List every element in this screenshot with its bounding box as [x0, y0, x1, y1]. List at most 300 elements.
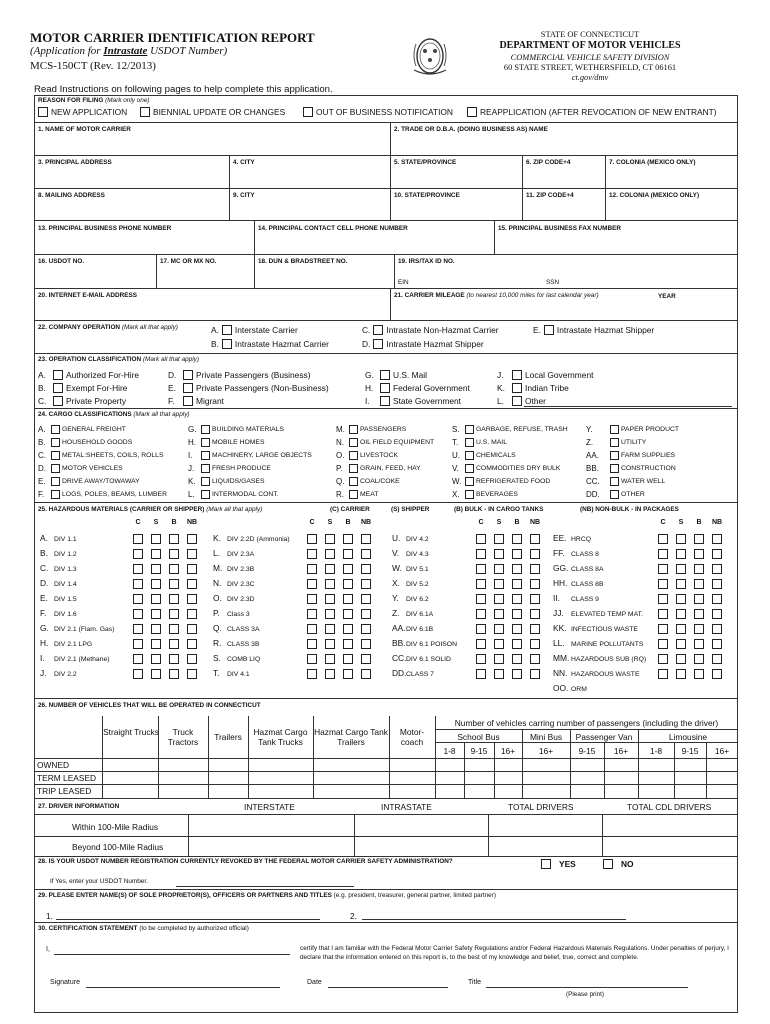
item-letter: J. — [188, 464, 195, 473]
hazmat-checkbox[interactable] — [133, 654, 143, 664]
hazmat-checkbox[interactable] — [530, 609, 540, 619]
cargo-item[interactable] — [336, 477, 400, 486]
reason-biennial-update[interactable]: BIENNIAL UPDATE OR CHANGES — [140, 107, 285, 117]
hazmat-col-header: B — [171, 519, 177, 526]
field-carrier-name[interactable]: 1. NAME OF MOTOR CARRIER — [38, 126, 131, 133]
hazmat-checkbox[interactable] — [476, 579, 486, 589]
cargo-item[interactable] — [38, 438, 132, 447]
hazmat-checkbox[interactable] — [494, 594, 504, 604]
hazmat-checkbox[interactable] — [694, 594, 704, 604]
hazmat-checkbox[interactable] — [187, 609, 197, 619]
checkbox[interactable] — [380, 383, 390, 393]
hazmat-checkbox[interactable] — [343, 564, 353, 574]
hazmat-checkbox[interactable] — [187, 549, 197, 559]
hazmat-checkbox[interactable] — [361, 624, 371, 634]
hazmat-checkbox[interactable] — [151, 624, 161, 634]
hazmat-checkbox[interactable] — [712, 549, 722, 559]
field-dun-bradstreet[interactable]: 18. DUN & BRADSTREET NO. — [258, 258, 348, 265]
hazmat-checkbox[interactable] — [307, 534, 317, 544]
hazmat-checkbox[interactable] — [133, 609, 143, 619]
hazmat-checkbox[interactable] — [658, 669, 668, 679]
hazmat-checkbox[interactable] — [151, 639, 161, 649]
hazmat-checkbox[interactable] — [712, 654, 722, 664]
checkbox[interactable] — [465, 451, 474, 460]
cargo-item[interactable] — [586, 490, 645, 499]
hazmat-checkbox[interactable] — [512, 624, 522, 634]
hazmat-item-label — [392, 668, 434, 678]
hazmat-checkbox[interactable] — [476, 639, 486, 649]
hazmat-checkbox[interactable] — [712, 594, 722, 604]
checkbox[interactable] — [183, 370, 193, 380]
cargo-item[interactable] — [586, 464, 676, 473]
hazmat-checkbox[interactable] — [476, 534, 486, 544]
checkbox[interactable] — [201, 477, 210, 486]
field-usdot-no[interactable]: 16. USDOT NO. — [38, 258, 85, 265]
hazmat-checkbox[interactable] — [676, 534, 686, 544]
hazmat-checkbox[interactable] — [361, 654, 371, 664]
company-op-e[interactable]: E. Intrastate Hazmat Shipper — [533, 325, 655, 335]
checkbox[interactable] — [51, 490, 60, 499]
hazmat-checkbox[interactable] — [169, 669, 179, 679]
signature-line[interactable] — [86, 987, 280, 988]
hazmat-checkbox[interactable] — [151, 549, 161, 559]
checkbox[interactable] — [610, 438, 619, 447]
hazmat-checkbox[interactable] — [694, 654, 704, 664]
hazmat-checkbox[interactable] — [494, 549, 504, 559]
op-class-item[interactable] — [168, 370, 311, 380]
hazmat-checkbox[interactable] — [151, 669, 161, 679]
hazmat-checkbox[interactable] — [343, 609, 353, 619]
hazmat-checkbox[interactable] — [343, 639, 353, 649]
cargo-item[interactable] — [336, 490, 378, 499]
hazmat-checkbox[interactable] — [361, 669, 371, 679]
cargo-item[interactable] — [452, 477, 550, 486]
hazmat-checkbox[interactable] — [325, 624, 335, 634]
checkbox[interactable] — [303, 107, 313, 117]
cargo-item[interactable] — [38, 477, 140, 486]
hazmat-checkbox[interactable] — [512, 579, 522, 589]
hazmat-checkbox[interactable] — [187, 579, 197, 589]
checkbox[interactable] — [512, 370, 522, 380]
hazmat-checkbox[interactable] — [343, 594, 353, 604]
checkbox[interactable] — [183, 396, 193, 406]
op-class-item[interactable] — [365, 370, 427, 380]
hazmat-checkbox[interactable] — [476, 624, 486, 634]
hazmat-checkbox[interactable] — [694, 669, 704, 679]
q28-yes[interactable]: YES — [541, 859, 576, 869]
hazmat-checkbox[interactable] — [187, 594, 197, 604]
hazmat-checkbox[interactable] — [307, 564, 317, 574]
hazmat-checkbox[interactable] — [133, 534, 143, 544]
op-class-item[interactable] — [365, 396, 461, 406]
checkbox[interactable] — [373, 325, 383, 335]
checkbox[interactable] — [465, 477, 474, 486]
hazmat-checkbox[interactable] — [476, 669, 486, 679]
hazmat-checkbox[interactable] — [694, 564, 704, 574]
hazmat-checkbox[interactable] — [169, 534, 179, 544]
company-op-c[interactable]: C. Intrastate Non-Hazmat Carrier — [362, 325, 499, 335]
cargo-item[interactable] — [336, 464, 421, 473]
checkbox[interactable] — [53, 383, 63, 393]
checkbox[interactable] — [541, 859, 551, 869]
checkbox[interactable] — [349, 464, 358, 473]
hazmat-checkbox[interactable] — [530, 534, 540, 544]
cargo-item[interactable] — [38, 490, 167, 499]
cargo-item[interactable] — [38, 464, 123, 473]
op-class-item[interactable] — [497, 396, 546, 406]
checkbox[interactable] — [51, 477, 60, 486]
hazmat-checkbox[interactable] — [712, 534, 722, 544]
title-line[interactable] — [486, 987, 688, 988]
hazmat-checkbox[interactable] — [151, 579, 161, 589]
officer-1-line[interactable] — [56, 919, 320, 920]
op-class-item[interactable] — [38, 370, 139, 380]
website-link[interactable]: ct.gov/dmv — [571, 73, 609, 82]
field-cell-phone[interactable]: 14. PRINCIPAL CONTACT CELL PHONE NUMBER — [258, 225, 408, 232]
field-mailing-zip[interactable]: 11. ZIP CODE+4 — [526, 192, 574, 199]
hazmat-checkbox[interactable] — [169, 594, 179, 604]
checkbox[interactable] — [51, 425, 60, 434]
cargo-item[interactable] — [586, 425, 679, 434]
hazmat-checkbox[interactable] — [676, 564, 686, 574]
checkbox[interactable] — [349, 425, 358, 434]
hazmat-checkbox[interactable] — [307, 609, 317, 619]
hazmat-checkbox[interactable] — [512, 594, 522, 604]
hazmat-checkbox[interactable] — [325, 654, 335, 664]
checkbox[interactable] — [222, 325, 232, 335]
hazmat-checkbox[interactable] — [712, 564, 722, 574]
hazmat-checkbox[interactable] — [530, 549, 540, 559]
cargo-item[interactable] — [336, 438, 434, 447]
hazmat-checkbox[interactable] — [658, 639, 668, 649]
cargo-item[interactable] — [38, 425, 126, 434]
hazmat-checkbox[interactable] — [307, 669, 317, 679]
hazmat-checkbox[interactable] — [151, 609, 161, 619]
hazmat-checkbox[interactable] — [530, 669, 540, 679]
hazmat-checkbox[interactable] — [530, 579, 540, 589]
hazmat-checkbox[interactable] — [476, 594, 486, 604]
field-dba-name[interactable]: 2. TRADE OR D.B.A. (DOING BUSINESS AS) NAME — [394, 126, 548, 133]
hazmat-checkbox[interactable] — [169, 639, 179, 649]
hazmat-checkbox[interactable] — [530, 624, 540, 634]
checkbox[interactable] — [222, 339, 232, 349]
hazmat-checkbox[interactable] — [133, 639, 143, 649]
hazmat-checkbox[interactable] — [694, 609, 704, 619]
checkbox[interactable] — [465, 490, 474, 499]
hazmat-checkbox[interactable] — [676, 639, 686, 649]
hazmat-checkbox[interactable] — [151, 564, 161, 574]
hazmat-checkbox[interactable] — [530, 594, 540, 604]
hazmat-checkbox[interactable] — [187, 669, 197, 679]
hazmat-checkbox[interactable] — [361, 549, 371, 559]
hazmat-checkbox[interactable] — [512, 564, 522, 574]
hazmat-checkbox[interactable] — [494, 579, 504, 589]
cargo-item[interactable] — [188, 451, 312, 460]
hazmat-checkbox[interactable] — [343, 534, 353, 544]
hazmat-checkbox[interactable] — [694, 624, 704, 634]
field-business-phone[interactable]: 13. PRINCIPAL BUSINESS PHONE NUMBER — [38, 225, 172, 232]
hazmat-checkbox[interactable] — [325, 669, 335, 679]
hazmat-checkbox[interactable] — [712, 669, 722, 679]
hazmat-checkbox[interactable] — [361, 534, 371, 544]
op-class-item[interactable] — [168, 396, 224, 406]
field-colonia[interactable]: 7. COLONIA (MEXICO ONLY) — [609, 159, 696, 166]
checkbox[interactable] — [201, 438, 210, 447]
hazmat-checkbox[interactable] — [676, 624, 686, 634]
hazmat-checkbox[interactable] — [343, 579, 353, 589]
hazmat-checkbox[interactable] — [187, 654, 197, 664]
field-mailing-state[interactable]: 10. STATE/PROVINCE — [394, 192, 460, 199]
checkbox[interactable] — [610, 425, 619, 434]
field-zip[interactable]: 6. ZIP CODE+4 — [526, 159, 571, 166]
hazmat-checkbox[interactable] — [658, 579, 668, 589]
hazmat-checkbox[interactable] — [325, 609, 335, 619]
cargo-item[interactable] — [586, 451, 675, 460]
hazmat-checkbox[interactable] — [694, 579, 704, 589]
hazmat-checkbox[interactable] — [307, 624, 317, 634]
hazmat-checkbox[interactable] — [151, 534, 161, 544]
hazmat-checkbox[interactable] — [325, 594, 335, 604]
hazmat-checkbox[interactable] — [658, 534, 668, 544]
hazmat-checkbox[interactable] — [676, 579, 686, 589]
op-class-item[interactable] — [38, 396, 126, 406]
hazmat-checkbox[interactable] — [658, 564, 668, 574]
hazmat-checkbox[interactable] — [325, 579, 335, 589]
hazmat-checkbox[interactable] — [512, 549, 522, 559]
cargo-item[interactable] — [336, 425, 406, 434]
hazmat-checkbox[interactable] — [361, 639, 371, 649]
hazmat-checkbox[interactable] — [712, 579, 722, 589]
hazmat-checkbox[interactable] — [676, 549, 686, 559]
checkbox[interactable] — [201, 425, 210, 434]
hazmat-checkbox[interactable] — [307, 549, 317, 559]
hazmat-checkbox[interactable] — [307, 594, 317, 604]
item-letter: W. — [392, 563, 402, 573]
hazmat-checkbox[interactable] — [169, 624, 179, 634]
hazmat-checkbox[interactable] — [512, 639, 522, 649]
checkbox[interactable] — [610, 490, 619, 499]
hazmat-checkbox[interactable] — [169, 564, 179, 574]
checkbox[interactable] — [380, 370, 390, 380]
hazmat-checkbox[interactable] — [494, 564, 504, 574]
hazmat-checkbox[interactable] — [151, 654, 161, 664]
hazmat-checkbox[interactable] — [343, 624, 353, 634]
checkbox[interactable] — [201, 490, 210, 499]
checkbox[interactable] — [201, 451, 210, 460]
hazmat-checkbox[interactable] — [169, 579, 179, 589]
hazmat-checkbox[interactable] — [307, 639, 317, 649]
hazmat-checkbox[interactable] — [325, 549, 335, 559]
checkbox[interactable] — [349, 477, 358, 486]
hazmat-checkbox[interactable] — [494, 639, 504, 649]
checkbox[interactable] — [512, 396, 522, 406]
hazmat-checkbox[interactable] — [133, 594, 143, 604]
company-op-b[interactable]: B. Intrastate Hazmat Carrier — [211, 339, 329, 349]
checkbox[interactable] — [603, 859, 613, 869]
field-tax-id[interactable]: 19. IRS/TAX ID NO. — [398, 258, 455, 265]
checkbox[interactable] — [465, 464, 474, 473]
cargo-item[interactable] — [586, 438, 646, 447]
hazmat-checkbox[interactable] — [343, 654, 353, 664]
hazmat-checkbox[interactable] — [476, 654, 486, 664]
cargo-item[interactable] — [38, 451, 163, 460]
hazmat-checkbox[interactable] — [133, 549, 143, 559]
reason-out-of-business[interactable]: OUT OF BUSINESS NOTIFICATION — [303, 107, 453, 117]
cargo-item[interactable] — [452, 464, 560, 473]
cargo-item[interactable] — [188, 477, 265, 486]
certifier-name-line[interactable] — [54, 954, 290, 955]
date-line[interactable] — [328, 987, 448, 988]
field-mailing-colonia[interactable]: 12. COLONIA (MEXICO ONLY) — [609, 192, 700, 199]
field-mileage[interactable]: 21. CARRIER MILEAGE (to nearest 10,000 miles for last calendar year) — [394, 292, 599, 299]
hazmat-checkbox[interactable] — [676, 669, 686, 679]
hazmat-checkbox[interactable] — [530, 639, 540, 649]
cargo-item[interactable] — [188, 438, 265, 447]
checkbox[interactable] — [349, 451, 358, 460]
hazmat-checkbox[interactable] — [676, 594, 686, 604]
hazmat-checkbox[interactable] — [187, 564, 197, 574]
hazmat-checkbox[interactable] — [712, 609, 722, 619]
cargo-item[interactable] — [336, 451, 398, 460]
op-class-item[interactable] — [168, 383, 329, 393]
checkbox[interactable] — [51, 438, 60, 447]
officer-2-line[interactable] — [362, 919, 626, 920]
checkbox[interactable] — [349, 490, 358, 499]
checkbox[interactable] — [51, 451, 60, 460]
hazmat-checkbox[interactable] — [494, 669, 504, 679]
hazmat-checkbox[interactable] — [712, 639, 722, 649]
hazmat-checkbox[interactable] — [512, 534, 522, 544]
hazmat-checkbox[interactable] — [325, 534, 335, 544]
field-fax[interactable]: 15. PRINCIPAL BUSINESS FAX NUMBER — [498, 225, 621, 232]
hazmat-checkbox[interactable] — [169, 609, 179, 619]
hazmat-checkbox[interactable] — [512, 669, 522, 679]
reason-new-application[interactable]: NEW APPLICATION — [38, 107, 127, 117]
company-op-a[interactable]: A. Interstate Carrier — [211, 325, 298, 335]
cargo-item[interactable] — [452, 438, 507, 447]
op-class-item[interactable] — [497, 370, 593, 380]
hazmat-checkbox[interactable] — [494, 654, 504, 664]
hazmat-checkbox[interactable] — [307, 654, 317, 664]
hazmat-checkbox[interactable] — [694, 534, 704, 544]
checkbox[interactable] — [610, 464, 619, 473]
checkbox[interactable] — [610, 451, 619, 460]
field-principal-address[interactable]: 3. PRINCIPAL ADDRESS — [38, 159, 112, 166]
hazmat-checkbox[interactable] — [361, 594, 371, 604]
hazmat-checkbox[interactable] — [712, 624, 722, 634]
hazmat-checkbox[interactable] — [151, 594, 161, 604]
cargo-item[interactable] — [188, 490, 279, 499]
op-class-item[interactable] — [497, 383, 569, 393]
checkbox[interactable] — [380, 396, 390, 406]
q28-no[interactable]: NO — [603, 859, 634, 869]
hazmat-checkbox[interactable] — [343, 549, 353, 559]
checkbox[interactable] — [51, 464, 60, 473]
hazmat-checkbox[interactable] — [676, 654, 686, 664]
field-mailing-city[interactable]: 9. CITY — [233, 192, 255, 199]
hazmat-checkbox[interactable] — [476, 564, 486, 574]
hazmat-checkbox[interactable] — [476, 549, 486, 559]
hazmat-checkbox[interactable] — [658, 609, 668, 619]
checkbox[interactable] — [140, 107, 150, 117]
hazmat-checkbox[interactable] — [512, 609, 522, 619]
hazmat-checkbox[interactable] — [133, 564, 143, 574]
cargo-item[interactable] — [452, 451, 516, 460]
cargo-item[interactable] — [188, 425, 284, 434]
hazmat-checkbox[interactable] — [133, 669, 143, 679]
checkbox[interactable] — [467, 107, 477, 117]
field-mc-mx-no[interactable]: 17. MC OR MX NO. — [160, 258, 217, 265]
op-class-item[interactable] — [365, 383, 470, 393]
usdot-number-line[interactable] — [176, 886, 354, 887]
hazmat-checkbox[interactable] — [530, 654, 540, 664]
hazmat-checkbox[interactable] — [494, 609, 504, 619]
op-class-item[interactable] — [38, 383, 127, 393]
hazmat-checkbox[interactable] — [530, 564, 540, 574]
checkbox[interactable] — [512, 383, 522, 393]
checkbox[interactable] — [610, 477, 619, 486]
cargo-item[interactable] — [452, 425, 568, 434]
hazmat-checkbox[interactable] — [694, 639, 704, 649]
checkbox[interactable] — [465, 425, 474, 434]
hazmat-checkbox[interactable] — [325, 564, 335, 574]
hazmat-checkbox[interactable] — [361, 579, 371, 589]
checkbox[interactable] — [53, 370, 63, 380]
checkbox[interactable] — [183, 383, 193, 393]
hazmat-checkbox[interactable] — [187, 534, 197, 544]
hazmat-checkbox[interactable] — [169, 549, 179, 559]
hazmat-checkbox[interactable] — [658, 594, 668, 604]
hazmat-checkbox[interactable] — [133, 579, 143, 589]
hazmat-checkbox[interactable] — [133, 624, 143, 634]
checkbox[interactable] — [373, 339, 383, 349]
cargo-item[interactable] — [586, 477, 665, 486]
hazmat-checkbox[interactable] — [343, 669, 353, 679]
hazmat-checkbox[interactable] — [694, 549, 704, 559]
hazmat-checkbox[interactable] — [512, 654, 522, 664]
field-state[interactable]: 5. STATE/PROVINCE — [394, 159, 457, 166]
hazmat-checkbox[interactable] — [676, 609, 686, 619]
hazmat-checkbox[interactable] — [494, 624, 504, 634]
checkbox[interactable] — [465, 438, 474, 447]
hazmat-checkbox[interactable] — [187, 624, 197, 634]
hazmat-checkbox[interactable] — [658, 654, 668, 664]
checkbox[interactable] — [544, 325, 554, 335]
hazmat-checkbox[interactable] — [658, 624, 668, 634]
row-owned: OWNED — [37, 760, 70, 770]
checkbox[interactable] — [38, 107, 48, 117]
field-email[interactable]: 20. INTERNET E-MAIL ADDRESS — [38, 292, 138, 299]
hazmat-checkbox[interactable] — [658, 549, 668, 559]
hazmat-checkbox[interactable] — [169, 654, 179, 664]
checkbox[interactable] — [201, 464, 210, 473]
hazmat-checkbox[interactable] — [494, 534, 504, 544]
hazmat-checkbox[interactable] — [361, 609, 371, 619]
cargo-item[interactable] — [188, 464, 271, 473]
hazmat-checkbox[interactable] — [361, 564, 371, 574]
reason-reapplication[interactable]: REAPPLICATION (AFTER REVOCATION OF NEW ENTRANT) — [467, 107, 717, 117]
hazmat-checkbox[interactable] — [307, 579, 317, 589]
field-mailing-address[interactable]: 8. MAILING ADDRESS — [38, 192, 105, 199]
checkbox[interactable] — [349, 438, 358, 447]
hazmat-checkbox[interactable] — [476, 609, 486, 619]
hazmat-checkbox[interactable] — [187, 639, 197, 649]
checkbox[interactable] — [53, 396, 63, 406]
company-op-d[interactable]: D. Intrastate Hazmat Shipper — [362, 339, 484, 349]
field-city[interactable]: 4. CITY — [233, 159, 255, 166]
cargo-item[interactable] — [452, 490, 518, 499]
hazmat-checkbox[interactable] — [325, 639, 335, 649]
